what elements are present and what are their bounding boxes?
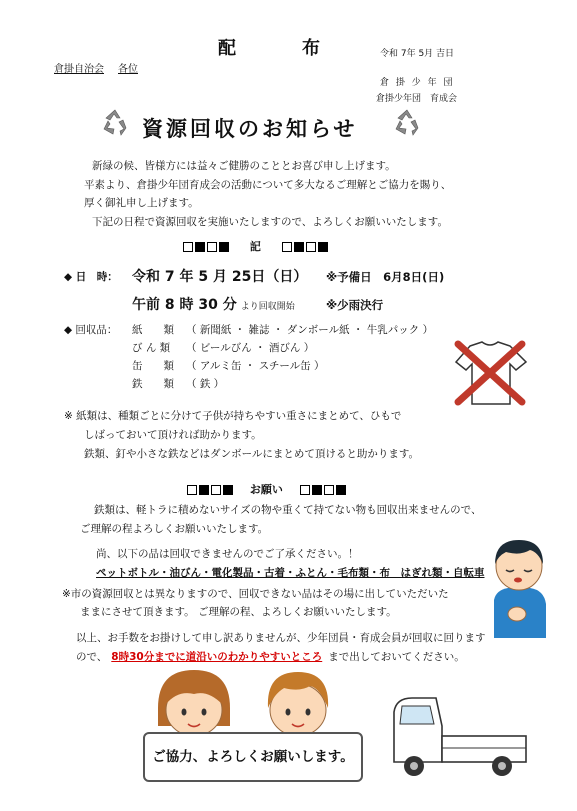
item-name: 鉄 類 xyxy=(132,378,174,390)
item-name: 缶 類 xyxy=(132,360,174,372)
addressee xyxy=(54,60,138,75)
addressee-suffix: 各位 xyxy=(118,64,138,75)
request-line-1: 鉄類は、軽トラに積めないサイズの物や重くて持てない物も回収出来ませんので、 xyxy=(94,504,482,516)
closing-line-1: 以上、お手数をお掛けして申し訳ありませんが、少年団員・育成会員が回収に回ります xyxy=(76,632,486,644)
start-time-suffix: より回収開始 xyxy=(240,302,295,312)
closing-emphasis: 8時30分までに道沿いのわかりやすいところ xyxy=(111,651,323,663)
cannot-list: ペットボトル・油びん・電化製品・古着・ふとん・毛布類・布 はぎれ類・自転車 xyxy=(96,567,485,579)
note-line-1: ※ 紙類は、種類ごとに分けて子供が持ちやすい重さにまとめて、ひもで xyxy=(64,410,402,422)
square-mark xyxy=(300,485,310,495)
intro-line-4: 下記の日程で資源回収を実施いたしますので、よろしくお願いいたします。 xyxy=(92,216,448,228)
schedule-label: ◆ 日 時： xyxy=(64,271,118,283)
note-line-3: 鉄類、釘や小さな鉄などはダンボールにまとめて頂けると助かります。 xyxy=(84,448,420,460)
square-mark xyxy=(324,485,334,495)
addressee-org: 倉掛自治会 xyxy=(54,64,104,75)
square-mark xyxy=(211,485,221,495)
square-mark xyxy=(312,485,322,495)
sender-association: 倉掛少年団 育成会 xyxy=(376,94,458,104)
note-line-2: しばっておいて頂ければ助かります。 xyxy=(84,429,262,441)
schedule-time xyxy=(132,294,295,314)
intro-line-1: 新緑の候、皆様方には益々ご健勝のこととお喜び申し上げます。 xyxy=(92,160,396,172)
square-mark xyxy=(282,242,292,252)
request-line-2: ご理解の程よろしくお願いいたします。 xyxy=(80,523,269,535)
square-mark xyxy=(187,485,197,495)
item-detail: （ ビールびん ・ 酒びん ） xyxy=(186,342,315,354)
item-name: び ん 類 xyxy=(132,342,171,354)
square-mark xyxy=(199,485,209,495)
item-detail: （ 新聞紙 ・ 雑誌 ・ ダンボール紙 ・ 牛乳パック ） xyxy=(186,324,434,336)
closing-line-2-pre: ので、 xyxy=(76,651,108,663)
schedule-date: 令和 7 年 5 月 25日（日） xyxy=(132,269,308,285)
request-heading xyxy=(186,481,347,497)
bowing-boy-icon xyxy=(486,534,552,638)
rain-note: ※少雨決行 xyxy=(326,298,384,312)
intro-line-2: 平素より、倉掛少年団育成会の活動について多大なるご理解とご協力を賜り、 xyxy=(84,179,452,191)
ki-label: 記 xyxy=(249,240,261,253)
square-mark xyxy=(318,242,328,252)
item-detail: （ アルミ缶 ・ スチール缶 ） xyxy=(186,360,325,372)
square-mark xyxy=(223,485,233,495)
headline: 資源回収のお知らせ xyxy=(142,117,358,141)
square-mark xyxy=(195,242,205,252)
item-name: 紙 類 xyxy=(132,324,174,336)
closing-line-2-post: まで出しておいてください。 xyxy=(328,651,465,663)
start-time: 午前 8 時 30 分 xyxy=(132,297,237,313)
intro-line-3: 厚く御礼申し上げます。 xyxy=(84,197,199,209)
square-mark xyxy=(306,242,316,252)
city-note-2: ままにさせて頂きます。 ご理解の程、よろしくお願いいたします。 xyxy=(80,606,397,618)
city-note-1: ※市の資源回収とは異なりますので、回収できない品はその場に出していただいた xyxy=(62,588,449,600)
ki-heading xyxy=(182,238,329,254)
sender-group: 倉 掛 少 年 団 xyxy=(380,78,455,88)
request-title: お願い xyxy=(249,483,283,496)
children-icon xyxy=(150,664,350,742)
square-mark xyxy=(336,485,346,495)
square-mark xyxy=(219,242,229,252)
square-mark xyxy=(294,242,304,252)
reserve-date: ※予備日 6月8日(日) xyxy=(326,270,445,284)
item-detail: （ 鉄 ） xyxy=(186,378,225,390)
thanks-banner: ご協力、よろしくお願いします。 xyxy=(143,732,363,782)
truck-icon xyxy=(384,692,532,784)
recycle-icon xyxy=(100,108,130,136)
items-label: ◆ 回収品： xyxy=(64,324,118,336)
crossed-shirt-icon xyxy=(448,336,532,410)
square-mark xyxy=(183,242,193,252)
document-title: 配 布 xyxy=(218,38,344,59)
cannot-intro: 尚、以下の品は回収できませんのでご了承ください。！ xyxy=(96,548,359,560)
issue-date: 令和 7年 5月 吉日 xyxy=(380,49,455,59)
square-mark xyxy=(207,242,217,252)
recycle-icon xyxy=(392,108,422,136)
